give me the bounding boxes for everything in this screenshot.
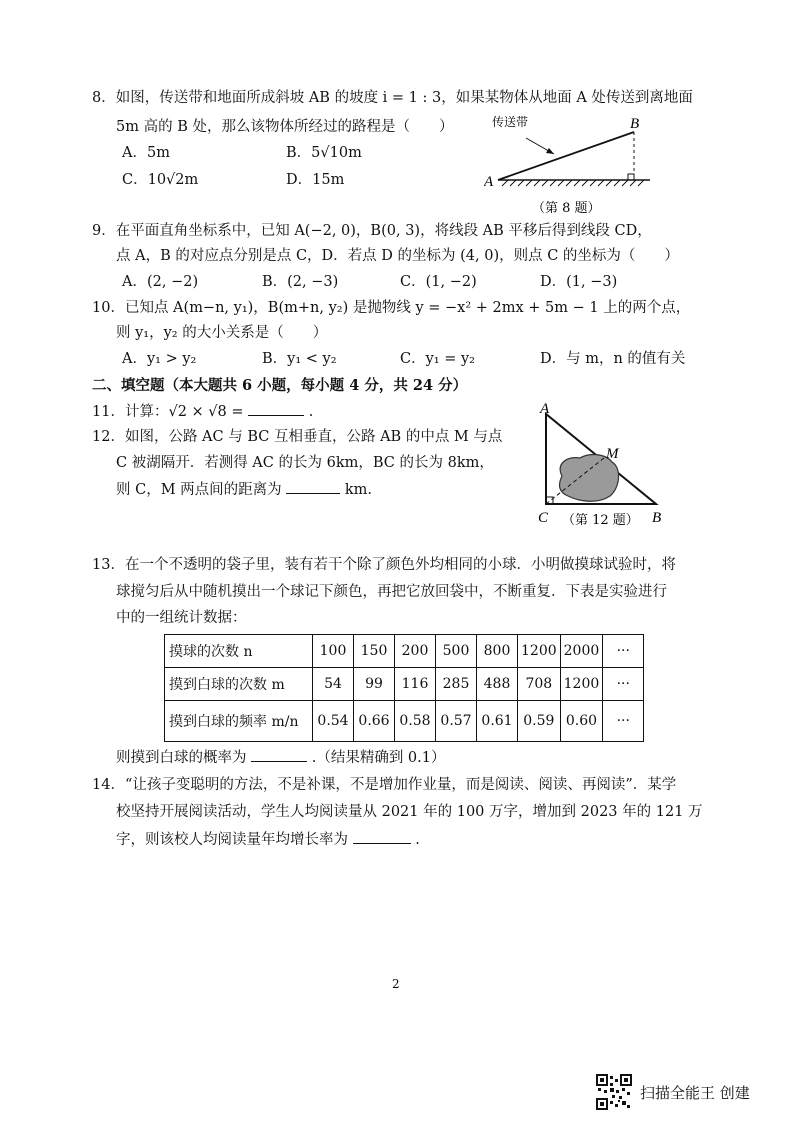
q9-option-b: B．(2, −3)	[262, 274, 339, 290]
q10-line2: 则 y₁，y₂ 的大小关系是（ ）	[116, 325, 328, 341]
point-b-label: B	[652, 510, 662, 526]
q12-line3	[116, 479, 372, 500]
q12-line3-text: 则 C，M 两点间的距离为	[116, 482, 282, 498]
q9-line1: 9．在平面直角坐标系中，已知 A(−2, 0)，B(0, 3)，将线段 AB 平移后得到线段 CD，	[92, 223, 652, 239]
q13-after-text: 则摸到白球的概率为	[116, 750, 247, 766]
q14-line2: 校坚持开展阅读活动，学生人均阅读量从 2021 年的 100 万字，增加到 2023 年的 121 万	[116, 804, 703, 820]
q11-text: 11．计算：√2 × √8 =	[92, 404, 244, 420]
table-cell: 500	[436, 635, 477, 668]
q8-option-d: D．15m	[286, 172, 345, 188]
scanner-brand-text: 扫描全能王 创建	[640, 1084, 750, 1102]
q10-option-d: D．与 m，n 的值有关	[540, 351, 686, 367]
row-label: 摸到白球的频率 m/n	[165, 701, 313, 742]
q10-line1: 10．已知点 A(m−n, y₁)，B(m+n, y₂) 是抛物线 y = −x² + 2mx + 5m − 1 上的两个点，	[92, 300, 691, 316]
row-label: 摸到白球的次数 m	[165, 668, 313, 701]
q13-answer-line	[116, 747, 446, 768]
q12-figure	[532, 398, 672, 532]
table-cell: 200	[395, 635, 436, 668]
q8-option-c: C．10√2m	[122, 172, 199, 188]
table-cell: 0.54	[313, 701, 354, 742]
q14-answer-blank[interactable]	[353, 829, 411, 844]
row-label: 摸球的次数 n	[165, 635, 313, 668]
q11-answer-blank[interactable]	[248, 401, 304, 416]
point-a-label: A	[540, 401, 550, 417]
table-cell: 0.60	[560, 701, 603, 742]
table-cell: 708	[518, 668, 561, 701]
slope-ab	[498, 132, 634, 180]
table-cell: 0.61	[477, 701, 518, 742]
q14-line3-text: 字，则该校人均阅读量年均增长率为	[116, 832, 348, 848]
point-a-label: A	[484, 174, 494, 190]
belt-label: 传送带	[492, 115, 529, 129]
q12-line2: C 被湖隔开．若测得 AC 的长为 6km，BC 的长为 8km，	[116, 455, 494, 471]
table-cell: ···	[603, 635, 644, 668]
q11-line	[92, 401, 313, 422]
right-angle-mark	[628, 174, 634, 180]
table-cell: 116	[395, 668, 436, 701]
table-cell: 100	[313, 635, 354, 668]
q13-line3: 中的一组统计数据：	[116, 610, 247, 626]
q9-option-d: D．(1, −3)	[540, 274, 618, 290]
table-cell: 285	[436, 668, 477, 701]
q12-caption: （第 12 题）	[562, 513, 639, 528]
q10-option-a: A．y₁ > y₂	[122, 351, 197, 367]
table-cell: 1200	[518, 635, 561, 668]
q12-answer-blank[interactable]	[286, 479, 340, 494]
q8-line1: 8．如图，传送带和地面所成斜坡 AB 的坡度 i = 1 : 3，如果某物体从地面 A 处传送到离地面	[92, 90, 693, 106]
table-row	[165, 701, 644, 742]
table-row	[165, 635, 644, 668]
q10-option-c: C．y₁ = y₂	[400, 351, 475, 367]
table-row	[165, 668, 644, 701]
point-m-label: M	[606, 446, 619, 462]
table-cell: ···	[603, 668, 644, 701]
page-number: 2	[392, 977, 400, 991]
belt-arrowhead	[546, 148, 554, 154]
table-cell: 488	[477, 668, 518, 701]
ground-hatching	[502, 180, 644, 186]
q8-option-b: B．5√10m	[286, 145, 362, 161]
q9-line2: 点 A，B 的对应点分别是点 C，D．若点 D 的坐标为 (4, 0)，则点 C 的坐标为（ ）	[116, 248, 679, 264]
table-cell: 99	[354, 668, 395, 701]
q13-line1: 13．在一个不透明的袋子里，装有若干个除了颜色外均相同的小球．小明做摸球试验时，将	[92, 557, 676, 573]
qr-code-icon	[596, 1074, 632, 1110]
table-cell: ···	[603, 701, 644, 742]
q9-option-a: A．(2, −2)	[122, 274, 199, 290]
table-cell: 0.59	[518, 701, 561, 742]
q12-line1: 12．如图，公路 AC 与 BC 互相垂直，公路 AB 的中点 M 与点	[92, 429, 503, 445]
table-cell: 0.66	[354, 701, 395, 742]
table-cell: 1200	[560, 668, 603, 701]
q8-option-a: A．5m	[122, 145, 170, 161]
table-cell: 0.57	[436, 701, 477, 742]
q13-answer-blank[interactable]	[251, 747, 307, 762]
point-c-label: C	[538, 510, 549, 526]
q8-caption: （第 8 题）	[532, 201, 601, 216]
table-cell: 2000	[560, 635, 603, 668]
q9-option-c: C．(1, −2)	[400, 274, 477, 290]
q13-data-table	[164, 634, 644, 742]
table-cell: 800	[477, 635, 518, 668]
q8-line2: 5m 高的 B 处，那么该物体所经过的路程是（ ）	[116, 119, 454, 135]
point-b-label: B	[630, 116, 640, 132]
q12-line3-end: km.	[344, 482, 373, 498]
q13-after-end: .（结果精确到 0.1）	[311, 750, 446, 766]
table-cell: 54	[313, 668, 354, 701]
q8-figure	[484, 114, 656, 220]
q14-line3	[116, 829, 420, 850]
table-cell: 150	[354, 635, 395, 668]
q13-line2: 球搅匀后从中随机摸出一个球记下颜色，再把它放回袋中，不断重复．下表是实验进行	[116, 584, 667, 600]
table-cell: 0.58	[395, 701, 436, 742]
q11-end: .	[308, 404, 314, 420]
section-heading-fill-in: 二、填空题（本大题共 6 小题，每小题 4 分，共 24 分）	[92, 377, 468, 394]
q10-option-b: B．y₁ < y₂	[262, 351, 337, 367]
q14-line3-end: .	[415, 832, 420, 848]
q14-line1: 14．“让孩子变聪明的方法，不是补课，不是增加作业量，而是阅读、阅读、再阅读”．某学	[92, 777, 677, 793]
